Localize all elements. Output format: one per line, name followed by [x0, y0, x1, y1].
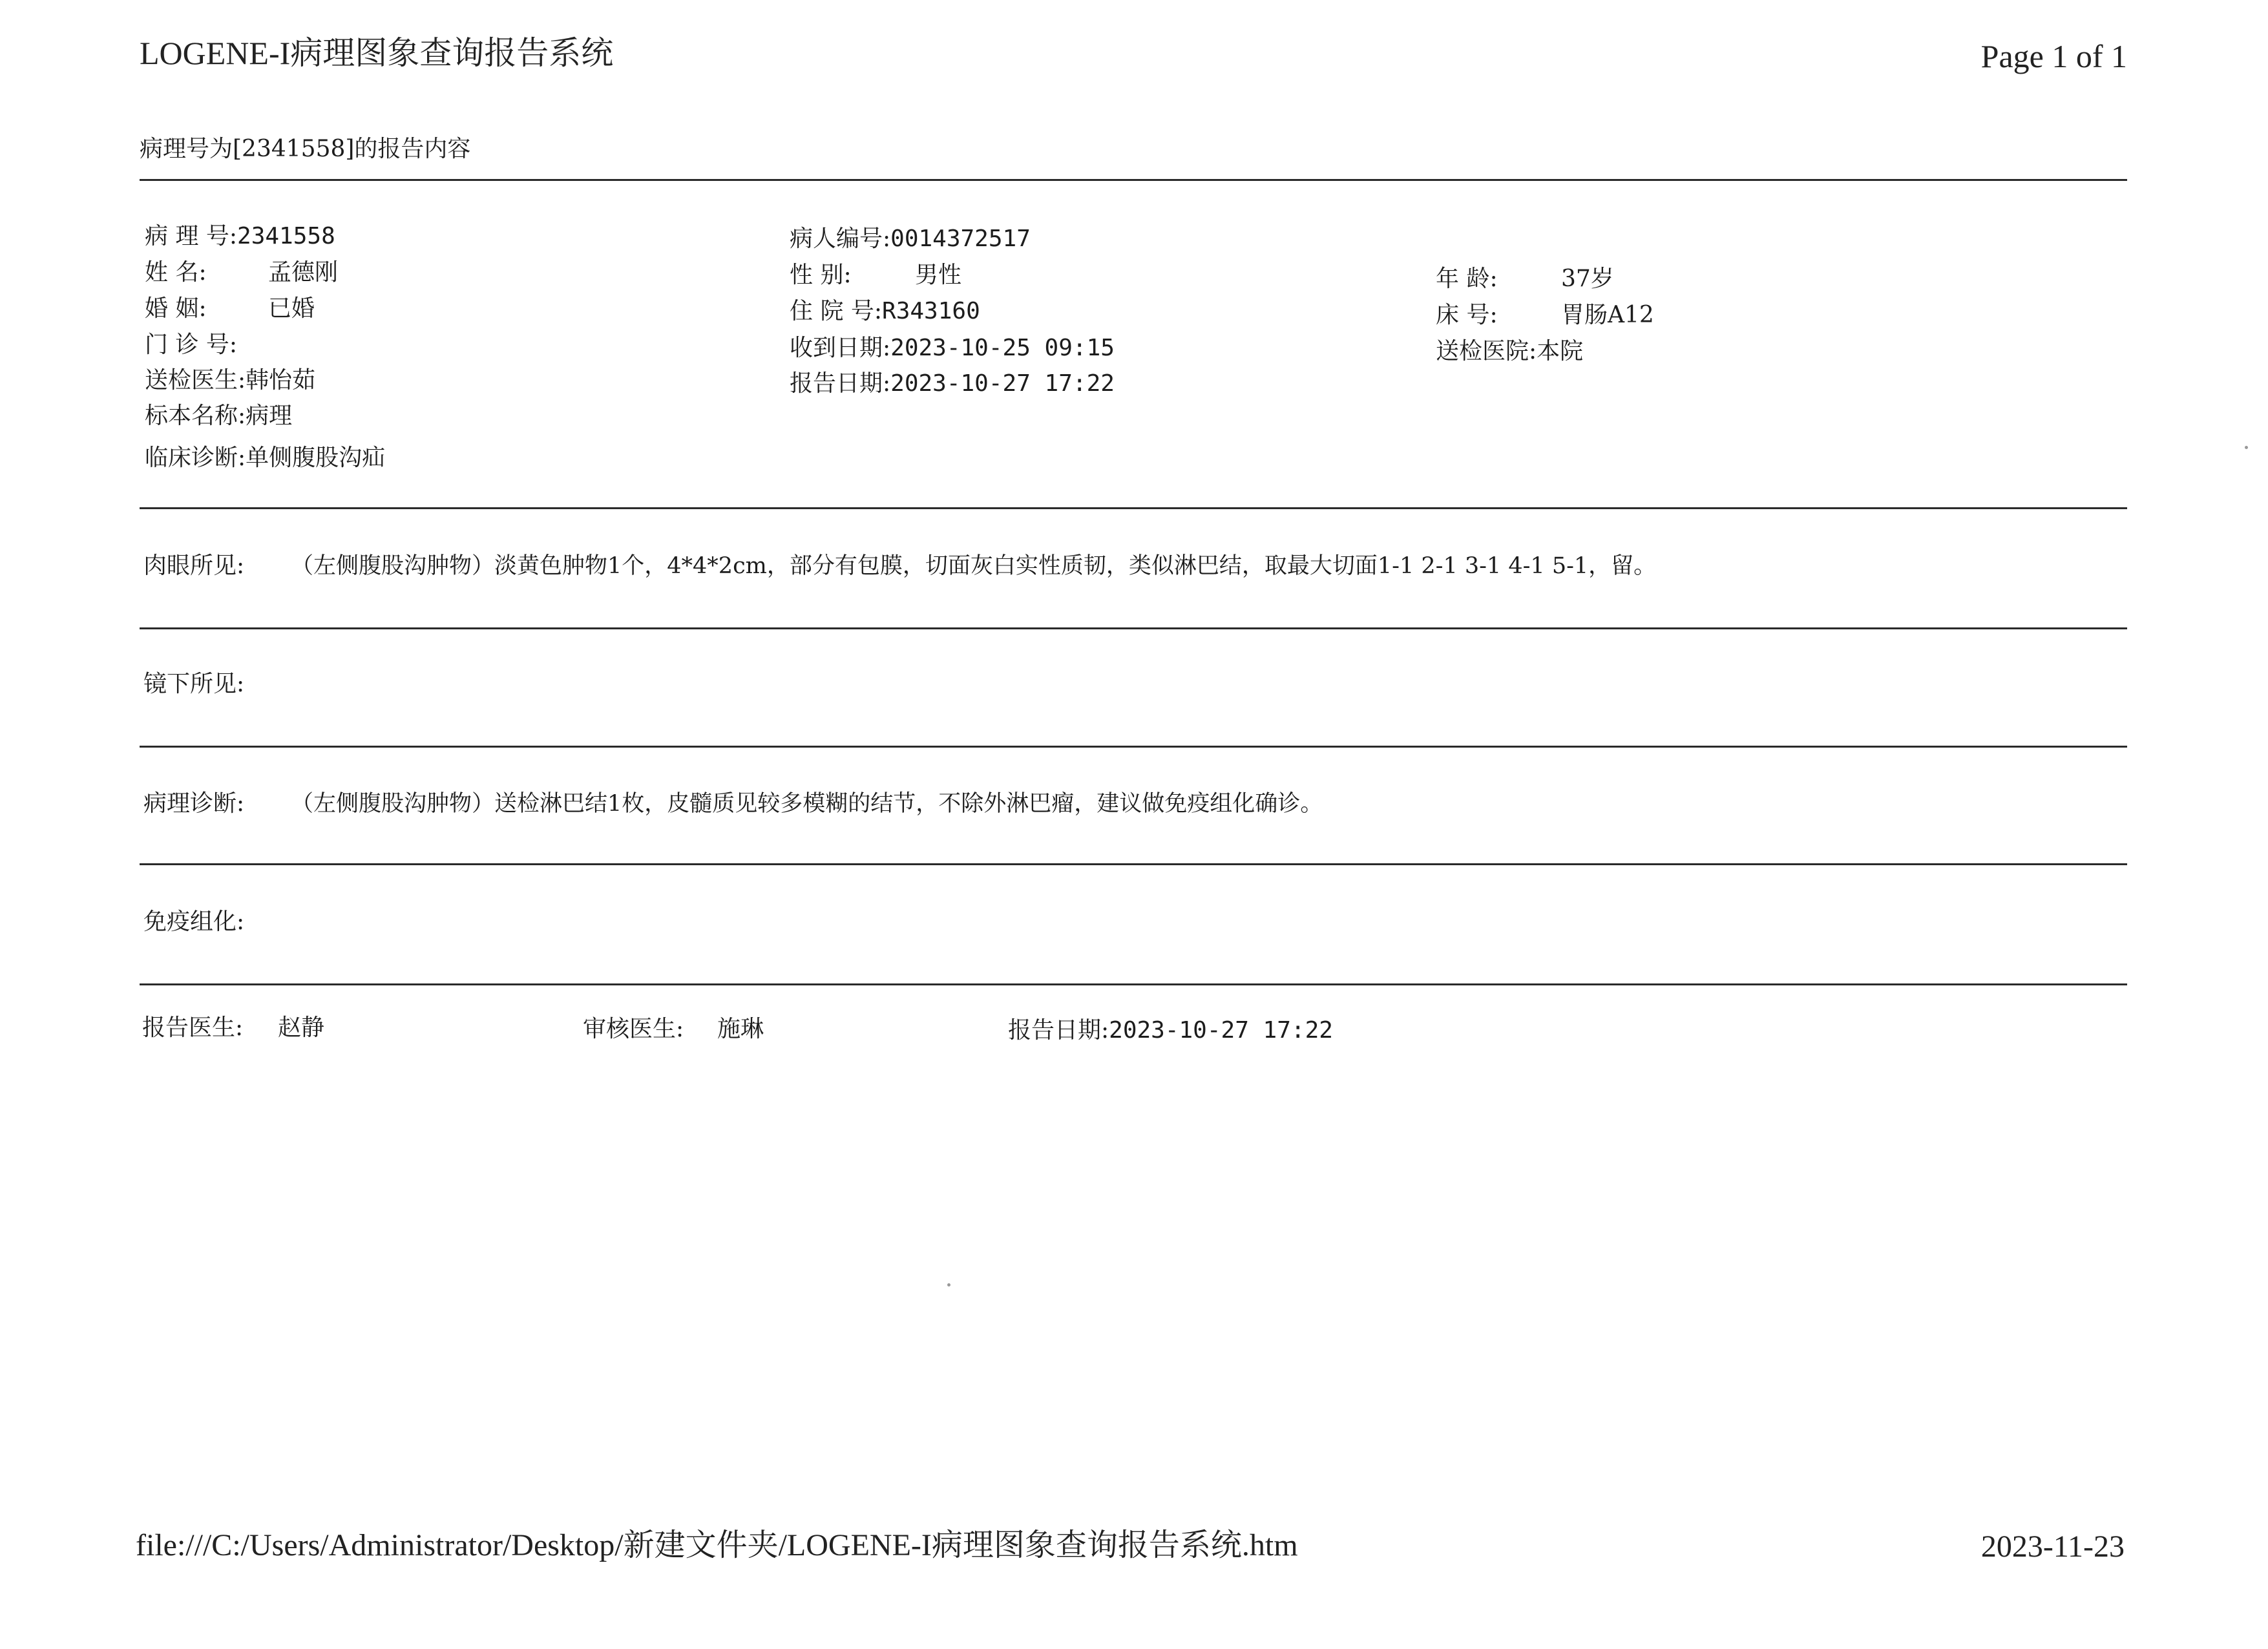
microscopic-section: [143, 666, 244, 698]
divider: [140, 983, 2127, 985]
reviewer-label: 审核医生:: [583, 1016, 684, 1042]
footer-print-date: 2023-11-23: [1980, 1529, 2125, 1564]
field-clinical-diagnosis: [145, 439, 385, 472]
diagnosis-section: [143, 785, 1323, 818]
field-value: 37岁: [1561, 266, 1614, 292]
field-value: 已婚: [268, 295, 315, 322]
report-date-signature: [1008, 1012, 1333, 1045]
field-label: 临床诊断:: [145, 445, 246, 471]
field-outpatient-no: [145, 326, 237, 359]
field-value: 胃肠A12: [1561, 302, 1654, 328]
field-hospital: [1436, 333, 1583, 366]
diagnosis-label: 病理诊断:: [143, 790, 245, 817]
field-specimen: [145, 397, 292, 430]
reviewer-signature: [583, 1011, 764, 1044]
ihc-label: 免疫组化:: [143, 909, 245, 935]
field-name: [145, 254, 338, 287]
diagnosis-text: （左侧腹股沟肿物）送检淋巴结1枚，皮髓质见较多模糊的结节，不除外淋巴瘤，建议做免疫组化确诊。: [291, 791, 1323, 817]
field-value: 病理: [246, 403, 293, 429]
field-inpatient-no: [790, 293, 980, 326]
field-patient-id: [790, 220, 1031, 253]
microscopic-label: 镜下所见:: [143, 671, 245, 697]
field-label: 报告日期:: [790, 370, 891, 397]
field-label: 病人编号:: [790, 226, 891, 252]
scan-speck: [947, 1283, 950, 1287]
field-bed-no: [1436, 297, 1654, 330]
divider: [140, 507, 2127, 509]
page-indicator: Page 1 of 1: [1980, 38, 2127, 74]
divider: [140, 179, 2127, 181]
field-label: 送检医院:: [1436, 338, 1537, 364]
divider: [140, 627, 2127, 629]
field-value: 2341558: [237, 223, 335, 249]
field-marital: [145, 290, 315, 323]
reporter-signature: [142, 1009, 324, 1042]
field-value: 0014372517: [890, 226, 1031, 252]
field-label: 送检医生:: [145, 367, 246, 394]
field-value: R343160: [882, 298, 980, 324]
reporter-name: 赵静: [278, 1014, 325, 1041]
system-title: LOGENE-I病理图象查询报告系统: [140, 35, 614, 71]
field-label: 床 号:: [1436, 302, 1498, 328]
report-caption: 病理号为[2341558]的报告内容: [140, 136, 471, 162]
field-value: 韩怡茹: [246, 367, 316, 394]
reviewer-name: 施琳: [717, 1016, 764, 1042]
gross-text: （左侧腹股沟肿物）淡黄色肿物1个，4*4*2cm，部分有包膜，切面灰白实性质韧，类似淋巴结，取最大切面1-1 2-1 3-1 4-1 5-1，留。: [291, 553, 1657, 579]
field-label: 姓 名:: [145, 259, 207, 286]
field-value: 孟德刚: [268, 259, 339, 286]
field-referring-doctor: [145, 362, 315, 395]
divider: [140, 746, 2127, 748]
field-label: 门 诊 号:: [145, 331, 238, 358]
report-date-label: 报告日期:: [1008, 1017, 1109, 1044]
reporter-label: 报告医生:: [142, 1014, 244, 1041]
field-label: 年 龄:: [1436, 266, 1498, 292]
field-label: 住 院 号:: [790, 298, 883, 324]
field-value: 2023-10-25 09:15: [890, 335, 1115, 361]
field-label: 标本名称:: [145, 403, 246, 429]
field-sex: [790, 257, 961, 289]
field-received-date: [790, 330, 1115, 362]
field-label: 病 理 号:: [145, 223, 238, 249]
field-value: 本院: [1537, 338, 1584, 364]
divider: [140, 863, 2127, 865]
gross-section: [143, 547, 1656, 580]
report-date-value: 2023-10-27 17:22: [1109, 1017, 1333, 1044]
ihc-section: [143, 903, 244, 936]
field-age: [1436, 260, 1614, 293]
footer-file-path: file:///C:/Users/Administrator/Desktop/新建文件夹/LOGENE-I病理图象查询报告系统.htm: [136, 1528, 1298, 1562]
field-report-date: [790, 365, 1115, 398]
field-label: 性 别:: [790, 262, 852, 288]
field-pathology-no: [145, 218, 335, 251]
field-value: 男性: [915, 262, 962, 288]
field-label: 收到日期:: [790, 335, 891, 361]
field-value: 单侧腹股沟疝: [246, 445, 386, 471]
field-value: 2023-10-27 17:22: [890, 370, 1115, 397]
field-label: 婚 姻:: [145, 295, 207, 322]
gross-label: 肉眼所见:: [143, 552, 245, 579]
scan-speck: [2245, 446, 2248, 449]
